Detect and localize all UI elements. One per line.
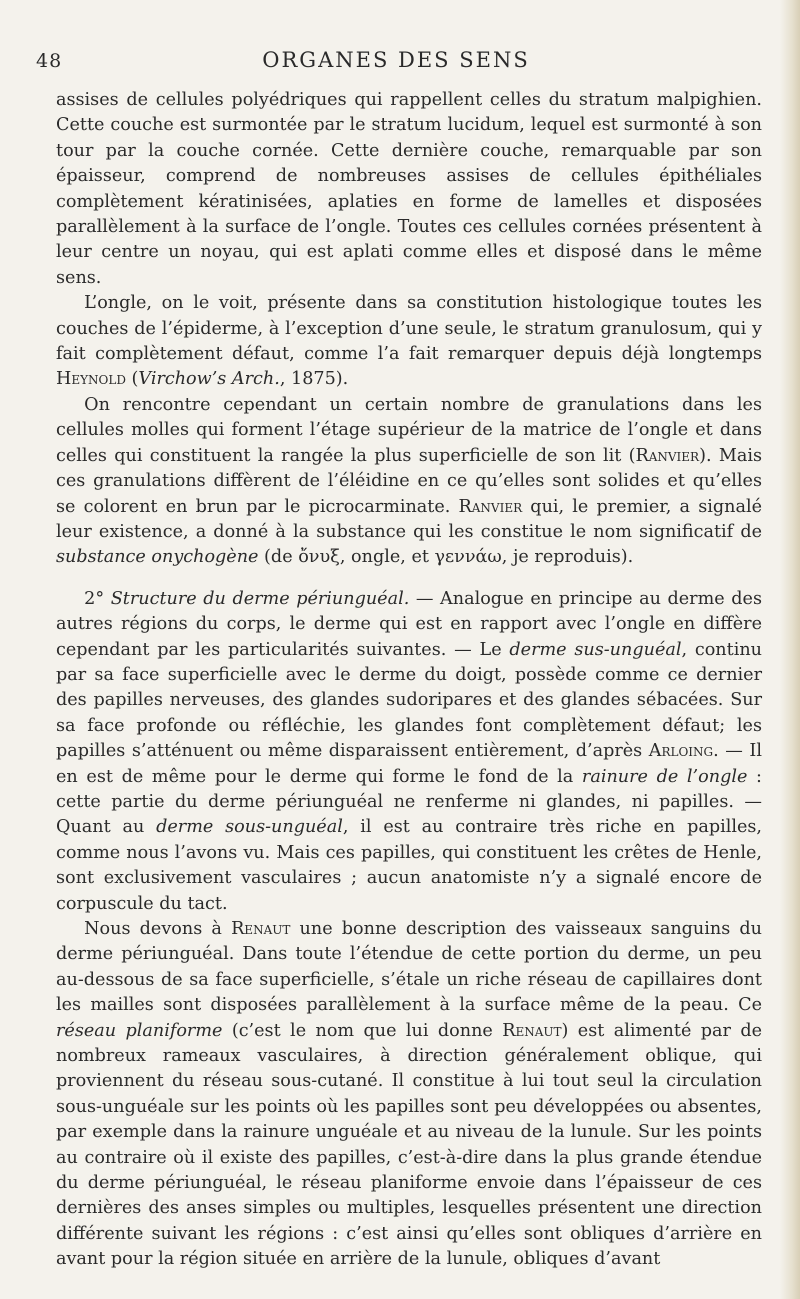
term-emphasis: substance onychogène [56,547,259,568]
author-name: Renaut [231,919,291,939]
paragraph-granulations: On rencontre cependant un certain nombre de granulations dans les cellules molles qui forment l’étage supérieur de la matrice de l’ongle et dans celles qui constituent la rangée la plus superficielle de son lit (Ranvier). Mais ces granulations diffèrent de l’éléidine en ce qu’elles sont solides et qu’elles se colorent en brun par le picrocarminate. Ranvier qui, le premier, a signalé leur existence, a donné à la substance qui les constitue le nom significatif de substance onychogène (de ὄνυξ, ongle, et γεννάω, je reproduis). [56,394,762,568]
term-emphasis: derme sous-unguéal [156,817,343,838]
scan-edge-shadow [780,0,800,1299]
author-name: Ranvier [635,445,700,466]
author-name: Ranvier [458,496,523,517]
author-name: Heynold [56,369,126,390]
paragraph-ongle-histologie: L’ongle, on le voit, présente dans sa constitution histologique toutes les couches de l’épiderme, à l’exception d’une seule, le stratum granulosum, qui y fait complètement défaut, comme l’a fait remarquer depuis déjà longtemps Heynold (Virchow’s Arch., 1875). [56,293,762,390]
paragraph-vaisseaux: Nous devons à Renaut une bonne description des vaisseaux sanguins du derme périunguéal. Dans toute l’étendue de cette portion du derme, un peu au-dessous de sa face superficielle, s’étale un riche réseau de capillaires dont les mailles sont disposées parallèlement à la surface même de la peau. Ce réseau planiforme (c’est le nom que lui donne Renaut) est alimenté par de nombreux rameaux vasculaires, à direction généralement oblique, qui proviennent du réseau sous-cutané. Il constitue à lui tout seul la circulation sous-unguéale sur les points où les papilles sont peu développées ou absentes, par exemple dans la rainure unguéale et au niveau de la lunule. Sur les points au contraire où il existe des papilles, c’est-à-dire dans la plus grande étendue du derme périunguéal, le réseau planiforme envoie dans l’épaisseur de ces dernières des anses simples ou multiples, lesquelles présentent une direction différente suivant les régions : c’est ainsi qu’elles sont obliques d’arrière en avant pour la région située en arrière de la lunule, obliques d’avant [56,919,762,1270]
journal-citation: Virchow’s Arch. [138,369,280,390]
author-name: Renaut [502,1020,562,1041]
author-name: Arloing [648,741,714,762]
term-emphasis: rainure de l’ongle [581,766,748,787]
term-emphasis: derme sus-unguéal [509,639,682,660]
page-number: 48 [36,50,63,72]
section-heading: Structure du derme périunguéal. [110,588,410,609]
running-header [36,44,756,74]
body-text [56,88,762,1273]
paragraph-continuation: assises de cellules polyédriques qui rappellent celles du stratum malpighien. Cette couche est surmontée par le stratum lucidum, lequel est surmonté à son tour par la couche cornée. Cette dernière couche, remarquable par son épaisseur, comprend de nombreuses assises de cellules épithéliales complètement kératinisées, aplaties en forme de lamelles et disposées parallèlement à la surface de l’ongle. Toutes ces cellules cornées présentent à leur centre un noyau, qui est aplati comme elles et disposé dans le même sens. [56,90,762,288]
paragraph-structure-derme: 2° Structure du derme périunguéal. — Analogue en principe au derme des autres régions du corps, le derme qui est en rapport avec l’ongle en diffère cependant par les particularités suivantes. — Le derme sus-unguéal, continu par sa face superficielle avec le derme du doigt, possède comme ce dernier des papilles nerveuses, des glandes sudoripares et des glandes sébacées. Sur sa face profonde ou réfléchie, les glandes font complètement défaut; les papilles s’atténuent ou même disparaissent entièrement, d’après Arloing. — Il en est de même pour le derme qui forme le fond de la rainure de l’ongle : cette partie du derme périunguéal ne renferme ni glandes, ni papilles. — Quant au derme sous-unguéal, il est au contraire très riche en papilles, comme nous l’avons vu. Mais ces papilles, qui constituent les crêtes de Henle, sont exclusivement vasculaires ; aucun anatomiste n’y a signalé encore de corpuscule du tact. [56,588,762,914]
running-title: ORGANES DES SENS [262,48,530,72]
term-emphasis: réseau planiforme [56,1020,223,1041]
